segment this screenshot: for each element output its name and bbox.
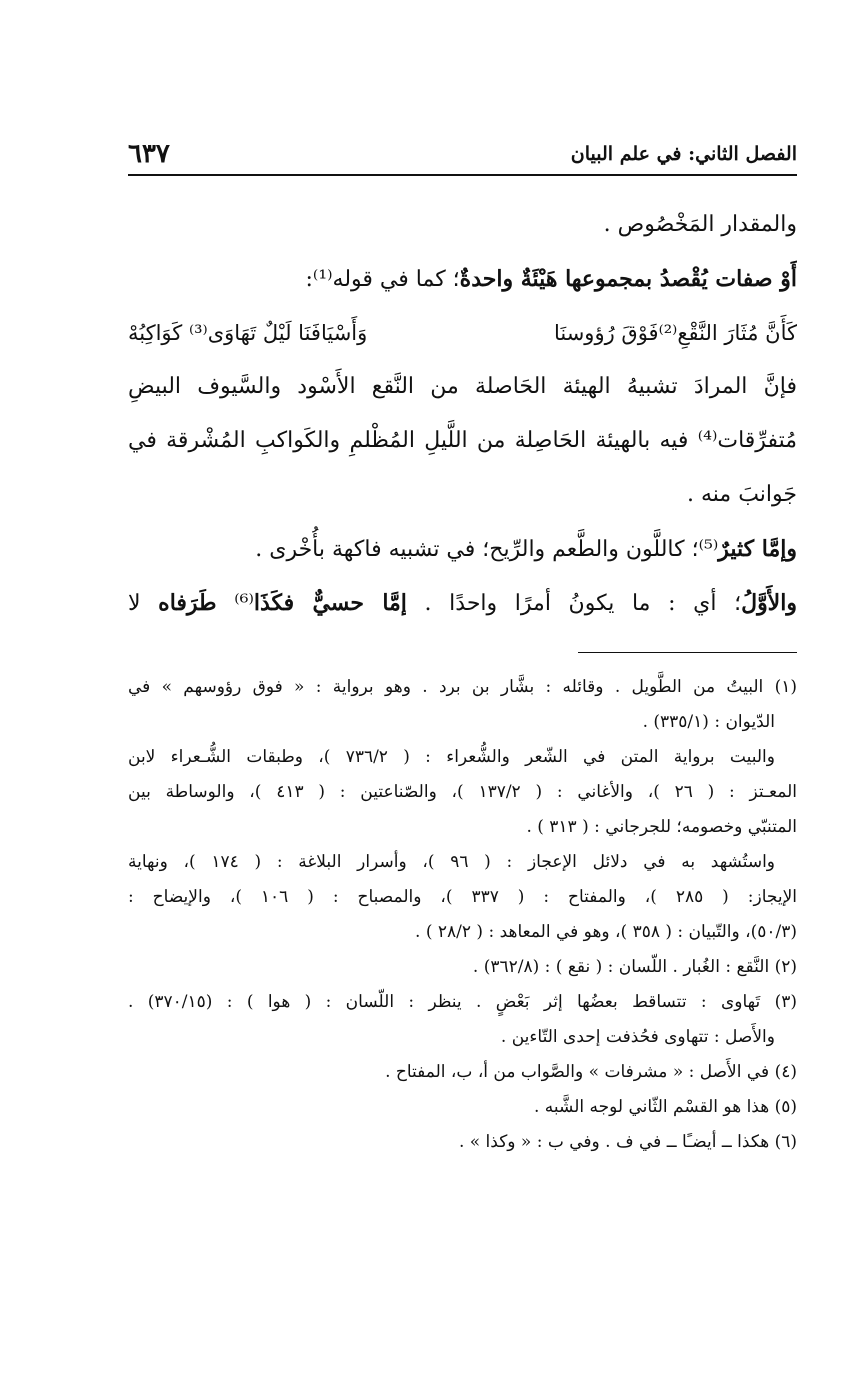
bold-phrase: إمَّا حسيٌّ فكَذَا [253, 590, 407, 616]
text-run: ؛ أي : ما يكونُ أمرًا واحدًا . [424, 591, 742, 616]
footnotes [128, 670, 797, 1160]
footnote-line: المتنبّي وخصومه؛ للجرجاني : ( ٣١٣ ) . [526, 817, 797, 837]
text-run: ⁽⁵⁾؛ كاللَّون والطَّعم والرِّيح؛ في تشبيه فاكهة بأُخْرى . [255, 537, 719, 562]
text-line: والمقدار المَخْصُوص . [603, 212, 797, 237]
footnote-line: (٤) في الأَصل : « مشرفات » والصَّواب من أ، ب، المفتاح . [385, 1062, 797, 1082]
footnote-separator [578, 652, 797, 653]
header-rule [128, 174, 797, 176]
footnote-line: المعـتز : ( ٢٦ )، والأغاني : ( ١٣٧/٢ )، والصّناعتين : ( ٤١٣ )، والوساطة بين [128, 782, 797, 802]
footnote-line: (١) البيتُ من الطَّويل . وقائله : بشَّار بن برد . وهو برواية : « فوق رؤوسهم » في [128, 677, 797, 697]
footnote-line: (٥٠/٣)، والتّبيان : ( ٣٥٨ )، وهو في المعاهد : ( ٢٨/٢ ) . [415, 922, 797, 942]
footnote-line: الإيجاز: ( ٢٨٥ )، والمفتاح : ( ٣٣٧ )، والمصباح : ( ١٠٦ )، والإيضاح : [128, 887, 797, 907]
verse-second-hemistich: وَأَسْيَافَنَا لَيْلٌ تَهَاوَى⁽³⁾ كَوَاكِبُهْ [128, 321, 368, 345]
verse-first-hemistich: كَأَنَّ مُثَارَ النَّقْعِ⁽²⁾فَوْقَ رُؤوسنَا [553, 321, 797, 345]
text-line [128, 252, 797, 306]
bold-phrase: طَرَفاه [158, 590, 217, 616]
page-header [128, 136, 797, 172]
text-run: لا [128, 591, 141, 616]
text-line: جَوانبَ منه . [687, 482, 797, 507]
chapter-title: الفصل الثاني: في علم البيان [570, 143, 797, 165]
footnote-line: والبيت برواية المتن في الشّعر والشُّعراء : ( ٧٣٦/٢ )، وطبقات الشُّـعراء لابن [128, 747, 775, 767]
page-number: ٦٣٧ [128, 139, 170, 169]
footnote-line: (٥) هذا هو القسْم الثّاني لوجه الشَّبه . [534, 1097, 797, 1117]
text-line [128, 522, 797, 576]
main-text [128, 198, 797, 630]
bold-phrase: والأَوَّلُ [741, 590, 797, 616]
footnote-line: واستُشهد به في دلائل الإعجاز : ( ٩٦ )، وأسرار البلاغة : ( ١٧٤ )، ونهاية [128, 852, 775, 872]
text-line: مُتفرِّقات⁽⁴⁾ فيه بالهيئة الحَاصِلة من اللَّيلِ المُظْلمِ والكَواكبِ المُشْرقة في [128, 428, 797, 453]
footnote-line: (٦) هكذا ــ أيضـًا ــ في ف . وفي ب : « وكذا » . [458, 1132, 797, 1152]
text-run: ⁽⁶⁾ [234, 591, 254, 616]
text-line [128, 576, 797, 630]
footnote-line: والأَصل : تتهاوى فحُذفت إحدى التّاءين . [500, 1027, 775, 1047]
footnote-line: (٢) النَّقع : الغُبار . اللّسان : ( نقع ) : (٣٦٢/٨) . [472, 957, 797, 977]
footnote-line: الدّيوان : (٣٣٥/١) . [642, 712, 775, 732]
text-run: ؛ كما في قوله⁽¹⁾: [305, 267, 460, 292]
bold-phrase: أَوْ صفات يُقْصدُ بمجموعها هَيْئَةٌ واحدةٌ [459, 266, 797, 292]
bold-phrase: وإمَّا كثيرٌ [718, 536, 797, 562]
footnote-line: (٣) تَهاوى : تتساقط بعضُها إثر بَعْضٍ . ينظر : اللّسان : ( هوا ) : (٣٧٠/١٥) . [128, 992, 797, 1012]
poem-verse [128, 306, 797, 360]
text-line: فإنَّ المرادَ تشبيهُ الهيئة الحَاصلة من النَّقع الأَسْود والسَّيوف البيضِ [128, 374, 797, 399]
